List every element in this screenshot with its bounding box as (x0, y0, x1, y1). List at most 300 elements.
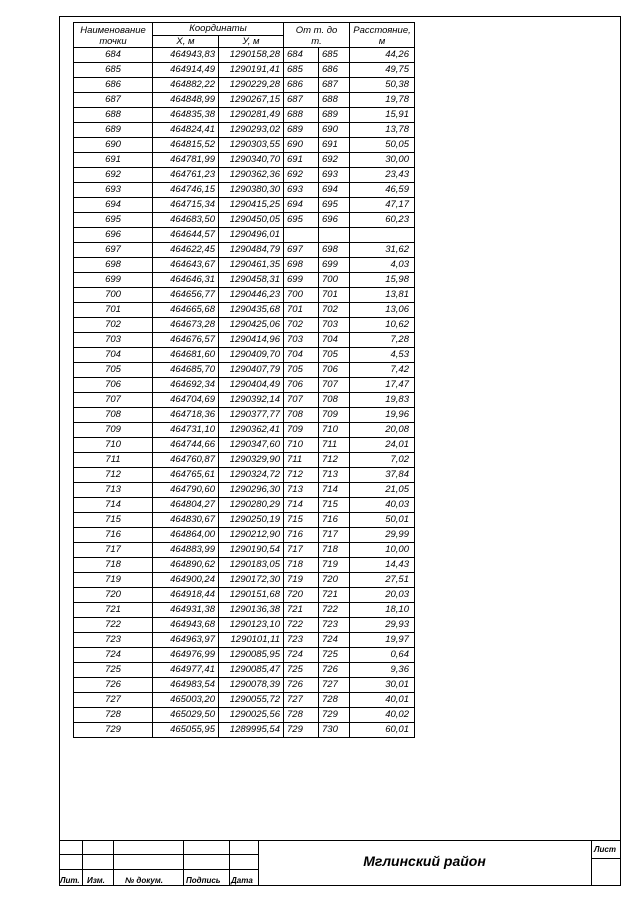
to-point-cell: 722 (319, 603, 350, 618)
point-name-cell: 712 (74, 468, 153, 483)
x-coordinate-cell: 465055,95 (153, 723, 219, 738)
distance-cell: 29,93 (350, 618, 415, 633)
x-coordinate-cell: 464715,34 (153, 198, 219, 213)
y-coordinate-cell: 1290101,11 (219, 633, 284, 648)
point-name-cell: 704 (74, 348, 153, 363)
y-coordinate-cell: 1290435,68 (219, 303, 284, 318)
point-name-cell: 728 (74, 708, 153, 723)
table-row (74, 678, 415, 693)
y-coordinate-cell: 1290025,56 (219, 708, 284, 723)
x-coordinate-cell: 464977,41 (153, 663, 219, 678)
point-name-cell: 724 (74, 648, 153, 663)
x-coordinate-cell: 464983,54 (153, 678, 219, 693)
to-point-cell: 723 (319, 618, 350, 633)
to-point-cell: 696 (319, 213, 350, 228)
table-body (74, 48, 415, 738)
to-point-cell: 712 (319, 453, 350, 468)
y-coordinate-cell: 1290303,55 (219, 138, 284, 153)
point-name-cell: 695 (74, 213, 153, 228)
x-coordinate-cell: 464815,52 (153, 138, 219, 153)
y-coordinate-cell: 1290450,05 (219, 213, 284, 228)
to-point-cell: 728 (319, 693, 350, 708)
distance-cell (350, 228, 415, 243)
point-name-cell: 706 (74, 378, 153, 393)
point-name-cell: 714 (74, 498, 153, 513)
header-from-to: От т. до т. (284, 23, 350, 48)
x-coordinate-cell: 464681,60 (153, 348, 219, 363)
distance-cell: 31,62 (350, 243, 415, 258)
point-name-cell: 684 (74, 48, 153, 63)
table-row (74, 63, 415, 78)
y-coordinate-cell: 1290296,30 (219, 483, 284, 498)
y-coordinate-cell: 1290293,02 (219, 123, 284, 138)
from-point-cell: 691 (284, 153, 319, 168)
x-coordinate-cell: 464676,57 (153, 333, 219, 348)
distance-cell: 10,62 (350, 318, 415, 333)
distance-cell: 0,64 (350, 648, 415, 663)
point-name-cell: 727 (74, 693, 153, 708)
distance-cell: 7,28 (350, 333, 415, 348)
table-row (74, 288, 415, 303)
x-coordinate-cell: 464918,44 (153, 588, 219, 603)
x-coordinate-cell: 464683,50 (153, 213, 219, 228)
table-row (74, 423, 415, 438)
from-point-cell: 704 (284, 348, 319, 363)
from-point-cell: 718 (284, 558, 319, 573)
table-row (74, 378, 415, 393)
to-point-cell: 727 (319, 678, 350, 693)
point-name-cell: 711 (74, 453, 153, 468)
x-coordinate-cell: 464890,62 (153, 558, 219, 573)
from-point-cell: 685 (284, 63, 319, 78)
point-name-cell: 693 (74, 183, 153, 198)
to-point-cell: 695 (319, 198, 350, 213)
x-coordinate-cell: 464804,27 (153, 498, 219, 513)
to-point-cell: 710 (319, 423, 350, 438)
y-coordinate-cell: 1290085,47 (219, 663, 284, 678)
distance-cell: 60,01 (350, 723, 415, 738)
distance-cell: 15,91 (350, 108, 415, 123)
x-coordinate-cell: 464835,38 (153, 108, 219, 123)
from-point-cell: 711 (284, 453, 319, 468)
from-point-cell: 694 (284, 198, 319, 213)
table-row (74, 528, 415, 543)
to-point-cell: 689 (319, 108, 350, 123)
to-point-cell: 700 (319, 273, 350, 288)
x-coordinate-cell: 464830,67 (153, 513, 219, 528)
y-coordinate-cell: 1290446,23 (219, 288, 284, 303)
table-row (74, 198, 415, 213)
to-point-cell: 687 (319, 78, 350, 93)
table-row (74, 543, 415, 558)
to-point-cell: 704 (319, 333, 350, 348)
from-point-cell: 716 (284, 528, 319, 543)
point-name-cell: 700 (74, 288, 153, 303)
table-row (74, 558, 415, 573)
y-coordinate-cell: 1290229,28 (219, 78, 284, 93)
from-point-cell: 700 (284, 288, 319, 303)
table-row (74, 138, 415, 153)
distance-cell: 13,06 (350, 303, 415, 318)
distance-cell: 23,43 (350, 168, 415, 183)
x-coordinate-cell: 464673,28 (153, 318, 219, 333)
from-point-cell: 702 (284, 318, 319, 333)
y-coordinate-cell: 1290172,30 (219, 573, 284, 588)
y-coordinate-cell: 1290280,29 (219, 498, 284, 513)
to-point-cell: 691 (319, 138, 350, 153)
to-point-cell: 726 (319, 663, 350, 678)
x-coordinate-cell: 464943,68 (153, 618, 219, 633)
x-coordinate-cell: 464656,77 (153, 288, 219, 303)
point-name-cell: 701 (74, 303, 153, 318)
table-row (74, 513, 415, 528)
from-point-cell: 706 (284, 378, 319, 393)
to-point-cell: 703 (319, 318, 350, 333)
to-point-cell: 701 (319, 288, 350, 303)
table-row (74, 723, 415, 738)
to-point-cell: 693 (319, 168, 350, 183)
y-coordinate-cell: 1290380,30 (219, 183, 284, 198)
y-coordinate-cell: 1290190,54 (219, 543, 284, 558)
x-coordinate-cell: 464761,23 (153, 168, 219, 183)
from-point-cell: 722 (284, 618, 319, 633)
table-row (74, 468, 415, 483)
y-coordinate-cell: 1290078,39 (219, 678, 284, 693)
point-name-cell: 698 (74, 258, 153, 273)
from-point-cell: 692 (284, 168, 319, 183)
from-point-cell: 713 (284, 483, 319, 498)
to-point-cell: 716 (319, 513, 350, 528)
distance-cell: 50,38 (350, 78, 415, 93)
from-point-cell: 689 (284, 123, 319, 138)
distance-cell: 47,17 (350, 198, 415, 213)
table-row (74, 48, 415, 63)
point-name-cell: 688 (74, 108, 153, 123)
x-coordinate-cell: 464665,68 (153, 303, 219, 318)
header-x: X, м (153, 35, 219, 48)
point-name-cell: 725 (74, 663, 153, 678)
to-point-cell: 690 (319, 123, 350, 138)
distance-cell: 37,84 (350, 468, 415, 483)
from-point-cell: 712 (284, 468, 319, 483)
distance-cell: 24,01 (350, 438, 415, 453)
y-coordinate-cell: 1290377,77 (219, 408, 284, 423)
point-name-cell: 694 (74, 198, 153, 213)
distance-cell: 10,00 (350, 543, 415, 558)
to-point-cell: 708 (319, 393, 350, 408)
distance-cell: 27,51 (350, 573, 415, 588)
x-coordinate-cell: 464760,87 (153, 453, 219, 468)
from-point-cell: 705 (284, 363, 319, 378)
to-point-cell: 721 (319, 588, 350, 603)
to-point-cell: 717 (319, 528, 350, 543)
point-name-cell: 719 (74, 573, 153, 588)
title-block (59, 840, 621, 886)
table-row (74, 573, 415, 588)
x-coordinate-cell: 464976,99 (153, 648, 219, 663)
x-coordinate-cell: 464744,66 (153, 438, 219, 453)
distance-cell: 50,01 (350, 513, 415, 528)
from-point-cell: 698 (284, 258, 319, 273)
stamp-sheet-label: Лист (594, 845, 616, 854)
table-row (74, 633, 415, 648)
y-coordinate-cell: 1290362,36 (219, 168, 284, 183)
x-coordinate-cell: 464943,83 (153, 48, 219, 63)
y-coordinate-cell: 1290250,19 (219, 513, 284, 528)
table-row (74, 183, 415, 198)
from-point-cell: 695 (284, 213, 319, 228)
from-point-cell: 721 (284, 603, 319, 618)
stamp-date-label: Дата (231, 876, 253, 885)
to-point-cell: 688 (319, 93, 350, 108)
y-coordinate-cell: 1290484,79 (219, 243, 284, 258)
y-coordinate-cell: 1290281,49 (219, 108, 284, 123)
point-name-cell: 715 (74, 513, 153, 528)
x-coordinate-cell: 464914,49 (153, 63, 219, 78)
y-coordinate-cell: 1290461,35 (219, 258, 284, 273)
y-coordinate-cell: 1290267,15 (219, 93, 284, 108)
x-coordinate-cell: 465003,20 (153, 693, 219, 708)
y-coordinate-cell: 1290055,72 (219, 693, 284, 708)
distance-cell: 15,98 (350, 273, 415, 288)
to-point-cell: 707 (319, 378, 350, 393)
x-coordinate-cell: 464644,57 (153, 228, 219, 243)
to-point-cell: 725 (319, 648, 350, 663)
point-name-cell: 685 (74, 63, 153, 78)
table-row (74, 303, 415, 318)
table-row (74, 618, 415, 633)
distance-cell: 46,59 (350, 183, 415, 198)
point-name-cell: 702 (74, 318, 153, 333)
distance-cell: 40,03 (350, 498, 415, 513)
from-point-cell: 719 (284, 573, 319, 588)
from-point-cell: 715 (284, 513, 319, 528)
table-row (74, 708, 415, 723)
from-point-cell: 688 (284, 108, 319, 123)
point-name-cell: 713 (74, 483, 153, 498)
to-point-cell (319, 228, 350, 243)
distance-cell: 20,03 (350, 588, 415, 603)
table-row (74, 483, 415, 498)
distance-cell: 49,75 (350, 63, 415, 78)
from-point-cell: 728 (284, 708, 319, 723)
point-name-cell: 721 (74, 603, 153, 618)
distance-cell: 21,05 (350, 483, 415, 498)
district-name: Мглинский район (363, 853, 486, 869)
to-point-cell: 730 (319, 723, 350, 738)
distance-cell: 4,03 (350, 258, 415, 273)
point-name-cell: 690 (74, 138, 153, 153)
to-point-cell: 724 (319, 633, 350, 648)
point-name-cell: 710 (74, 438, 153, 453)
from-point-cell: 707 (284, 393, 319, 408)
to-point-cell: 692 (319, 153, 350, 168)
to-point-cell: 711 (319, 438, 350, 453)
to-point-cell: 715 (319, 498, 350, 513)
distance-cell: 40,01 (350, 693, 415, 708)
table-row (74, 213, 415, 228)
from-point-cell: 709 (284, 423, 319, 438)
table-row (74, 168, 415, 183)
table-row (74, 408, 415, 423)
table-row (74, 603, 415, 618)
from-point-cell: 703 (284, 333, 319, 348)
x-coordinate-cell: 464622,45 (153, 243, 219, 258)
table-row (74, 78, 415, 93)
point-name-cell: 723 (74, 633, 153, 648)
distance-cell: 30,01 (350, 678, 415, 693)
x-coordinate-cell: 464883,99 (153, 543, 219, 558)
from-point-cell: 697 (284, 243, 319, 258)
distance-cell: 40,02 (350, 708, 415, 723)
distance-cell: 44,26 (350, 48, 415, 63)
x-coordinate-cell: 464824,41 (153, 123, 219, 138)
distance-cell: 17,47 (350, 378, 415, 393)
distance-cell: 14,43 (350, 558, 415, 573)
table-row (74, 243, 415, 258)
y-coordinate-cell: 1290136,38 (219, 603, 284, 618)
y-coordinate-cell: 1290123,10 (219, 618, 284, 633)
y-coordinate-cell: 1290458,31 (219, 273, 284, 288)
point-name-cell: 729 (74, 723, 153, 738)
distance-cell: 19,96 (350, 408, 415, 423)
y-coordinate-cell: 1290415,25 (219, 198, 284, 213)
x-coordinate-cell: 464643,67 (153, 258, 219, 273)
table-row (74, 333, 415, 348)
point-name-cell: 687 (74, 93, 153, 108)
table-row (74, 258, 415, 273)
to-point-cell: 720 (319, 573, 350, 588)
y-coordinate-cell: 1290340,70 (219, 153, 284, 168)
to-point-cell: 713 (319, 468, 350, 483)
x-coordinate-cell: 464692,34 (153, 378, 219, 393)
x-coordinate-cell: 464963,97 (153, 633, 219, 648)
y-coordinate-cell: 1290151,68 (219, 588, 284, 603)
y-coordinate-cell: 1290425,06 (219, 318, 284, 333)
from-point-cell: 726 (284, 678, 319, 693)
from-point-cell (284, 228, 319, 243)
point-name-cell: 696 (74, 228, 153, 243)
x-coordinate-cell: 464646,31 (153, 273, 219, 288)
table-row (74, 588, 415, 603)
from-point-cell: 699 (284, 273, 319, 288)
to-point-cell: 702 (319, 303, 350, 318)
header-point-name: Наименование точки (74, 23, 153, 48)
to-point-cell: 685 (319, 48, 350, 63)
coordinates-table (73, 22, 415, 738)
point-name-cell: 722 (74, 618, 153, 633)
point-name-cell: 705 (74, 363, 153, 378)
stamp-izm-label: Изм. (87, 876, 105, 885)
from-point-cell: 724 (284, 648, 319, 663)
point-name-cell: 708 (74, 408, 153, 423)
table-row (74, 228, 415, 243)
table-row (74, 693, 415, 708)
table-row (74, 273, 415, 288)
to-point-cell: 699 (319, 258, 350, 273)
x-coordinate-cell: 464781,99 (153, 153, 219, 168)
y-coordinate-cell: 1290407,79 (219, 363, 284, 378)
distance-cell: 9,36 (350, 663, 415, 678)
x-coordinate-cell: 464931,38 (153, 603, 219, 618)
y-coordinate-cell: 1290409,70 (219, 348, 284, 363)
stamp-doc-number-label: № докум. (125, 876, 163, 885)
point-name-cell: 709 (74, 423, 153, 438)
from-point-cell: 686 (284, 78, 319, 93)
x-coordinate-cell: 464746,15 (153, 183, 219, 198)
table-row (74, 393, 415, 408)
x-coordinate-cell: 464704,69 (153, 393, 219, 408)
table-row (74, 153, 415, 168)
point-name-cell: 692 (74, 168, 153, 183)
from-point-cell: 727 (284, 693, 319, 708)
x-coordinate-cell: 464790,60 (153, 483, 219, 498)
point-name-cell: 716 (74, 528, 153, 543)
to-point-cell: 694 (319, 183, 350, 198)
distance-cell: 60,23 (350, 213, 415, 228)
y-coordinate-cell: 1290158,28 (219, 48, 284, 63)
to-point-cell: 718 (319, 543, 350, 558)
to-point-cell: 709 (319, 408, 350, 423)
from-point-cell: 708 (284, 408, 319, 423)
distance-cell: 13,81 (350, 288, 415, 303)
y-coordinate-cell: 1290404,49 (219, 378, 284, 393)
from-point-cell: 717 (284, 543, 319, 558)
from-point-cell: 710 (284, 438, 319, 453)
distance-cell: 19,97 (350, 633, 415, 648)
table-row (74, 453, 415, 468)
table-row (74, 438, 415, 453)
y-coordinate-cell: 1290347,60 (219, 438, 284, 453)
stamp-lit-label: Лит. (60, 876, 80, 885)
y-coordinate-cell: 1290183,05 (219, 558, 284, 573)
x-coordinate-cell: 464731,10 (153, 423, 219, 438)
distance-cell: 29,99 (350, 528, 415, 543)
from-point-cell: 690 (284, 138, 319, 153)
y-coordinate-cell: 1290085,95 (219, 648, 284, 663)
header-distance: Расстояние, м (350, 23, 415, 48)
point-name-cell: 718 (74, 558, 153, 573)
from-point-cell: 684 (284, 48, 319, 63)
point-name-cell: 699 (74, 273, 153, 288)
distance-cell: 7,02 (350, 453, 415, 468)
distance-cell: 19,83 (350, 393, 415, 408)
from-point-cell: 720 (284, 588, 319, 603)
point-name-cell: 717 (74, 543, 153, 558)
to-point-cell: 698 (319, 243, 350, 258)
x-coordinate-cell: 464864,00 (153, 528, 219, 543)
distance-cell: 30,00 (350, 153, 415, 168)
y-coordinate-cell: 1290324,72 (219, 468, 284, 483)
distance-cell: 7,42 (350, 363, 415, 378)
point-name-cell: 686 (74, 78, 153, 93)
to-point-cell: 705 (319, 348, 350, 363)
y-coordinate-cell: 1290191,41 (219, 63, 284, 78)
point-name-cell: 726 (74, 678, 153, 693)
table-row (74, 123, 415, 138)
table-row (74, 108, 415, 123)
x-coordinate-cell: 464900,24 (153, 573, 219, 588)
y-coordinate-cell: 1289995,54 (219, 723, 284, 738)
from-point-cell: 714 (284, 498, 319, 513)
distance-cell: 50,05 (350, 138, 415, 153)
y-coordinate-cell: 1290392,14 (219, 393, 284, 408)
table-row (74, 318, 415, 333)
distance-cell: 20,08 (350, 423, 415, 438)
header-coordinates: Координаты (153, 23, 284, 36)
point-name-cell: 691 (74, 153, 153, 168)
from-point-cell: 723 (284, 633, 319, 648)
